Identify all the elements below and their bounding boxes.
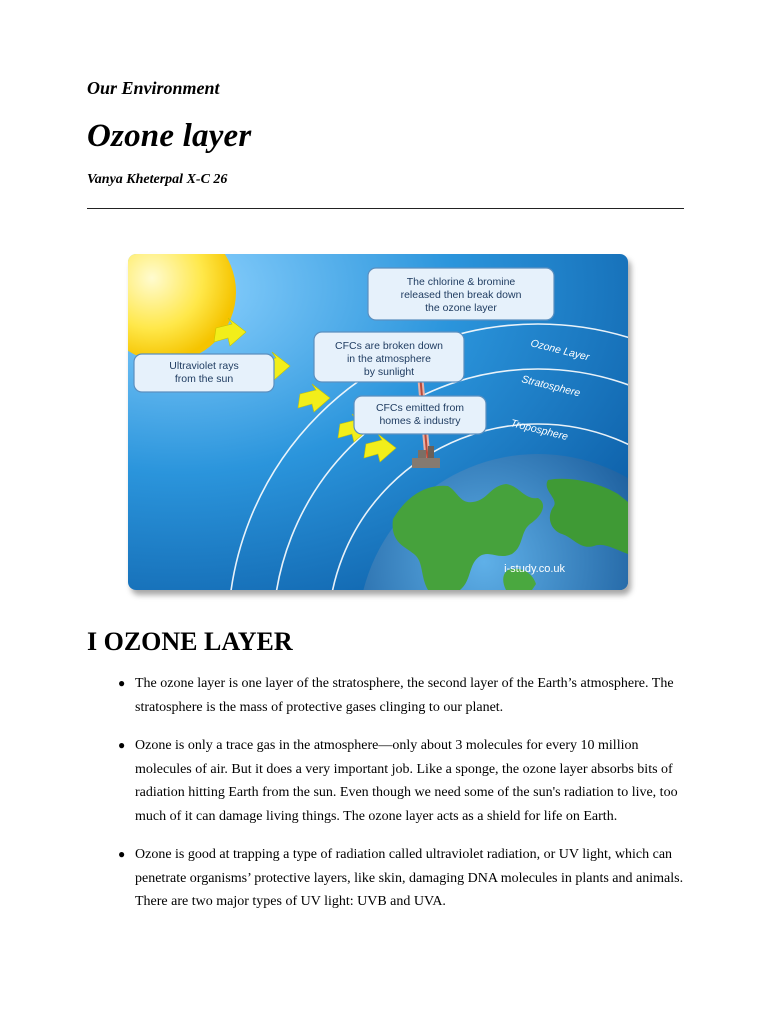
bullet-list [87, 672, 687, 929]
uv-line-1: Ultraviolet rays [169, 360, 239, 372]
image-credit: i-study.co.uk [504, 563, 565, 575]
label-uv-box [134, 354, 274, 392]
troposphere-label: Troposphere [509, 417, 570, 444]
label-cfcs-broken-box [314, 332, 464, 382]
bullet-dot: ● [118, 847, 126, 861]
horizontal-rule [87, 208, 684, 209]
author-line: Vanya Kheterpal X-C 26 [87, 172, 228, 187]
ozone-diagram [128, 254, 628, 590]
list-item [87, 843, 687, 914]
bullet-dot: ● [118, 676, 126, 690]
cfcs-emitted-line-1: CFCs emitted from [375, 402, 465, 414]
list-item [87, 672, 687, 719]
label-cfcs-emitted-box [354, 396, 486, 434]
ozone-diagram-svg [128, 254, 628, 590]
uv-line-2: from the sun [174, 373, 234, 385]
bullet-text: Ozone is good at trapping a type of radiation called ultraviolet radiation, or UV light, which can penetrate organisms’ protective layers, like skin, damaging DNA molecules in plants and animals. There are two major types of UV light: UVB and UVA. [135, 847, 684, 909]
bullet-dot: ● [118, 738, 126, 752]
cfcs-broken-line-2: in the atmosphere [346, 353, 432, 365]
cfcs-broken-line-3: by sunlight [363, 366, 415, 378]
stratosphere-label: Stratosphere [520, 373, 582, 400]
subject-heading: Our Environment [87, 78, 220, 98]
list-item [87, 734, 687, 828]
bullet-text: The ozone layer is one layer of the stratosphere, the second layer of the Earth’s atmosphere. The stratosphere is the mass of protective gases clinging to our planet. [135, 676, 674, 715]
chlorine-line-3: the ozone layer [425, 302, 497, 314]
page-title: Ozone layer [87, 118, 252, 154]
ozone-layer-label: Ozone Layer [529, 337, 591, 364]
section-heading: I OZONE LAYER [87, 627, 293, 656]
cfcs-emitted-line-2: homes & industry [379, 415, 461, 427]
chlorine-line-2: released then break down [400, 289, 522, 301]
bullet-text: Ozone is only a trace gas in the atmosphere—only about 3 molecules for every 10 million molecules of air. But it does a very important job. Like a sponge, the ozone layer absorbs bits of radiation hitting Earth from the sun. Even though we need some of the sun's radiation to live, too much of it can damage living things. The ozone layer acts as a shield for life on Earth. [135, 738, 678, 824]
chlorine-line-1: The chlorine & bromine [406, 276, 516, 288]
cfcs-broken-line-1: CFCs are broken down [335, 340, 443, 352]
label-chlorine-box [368, 268, 554, 320]
